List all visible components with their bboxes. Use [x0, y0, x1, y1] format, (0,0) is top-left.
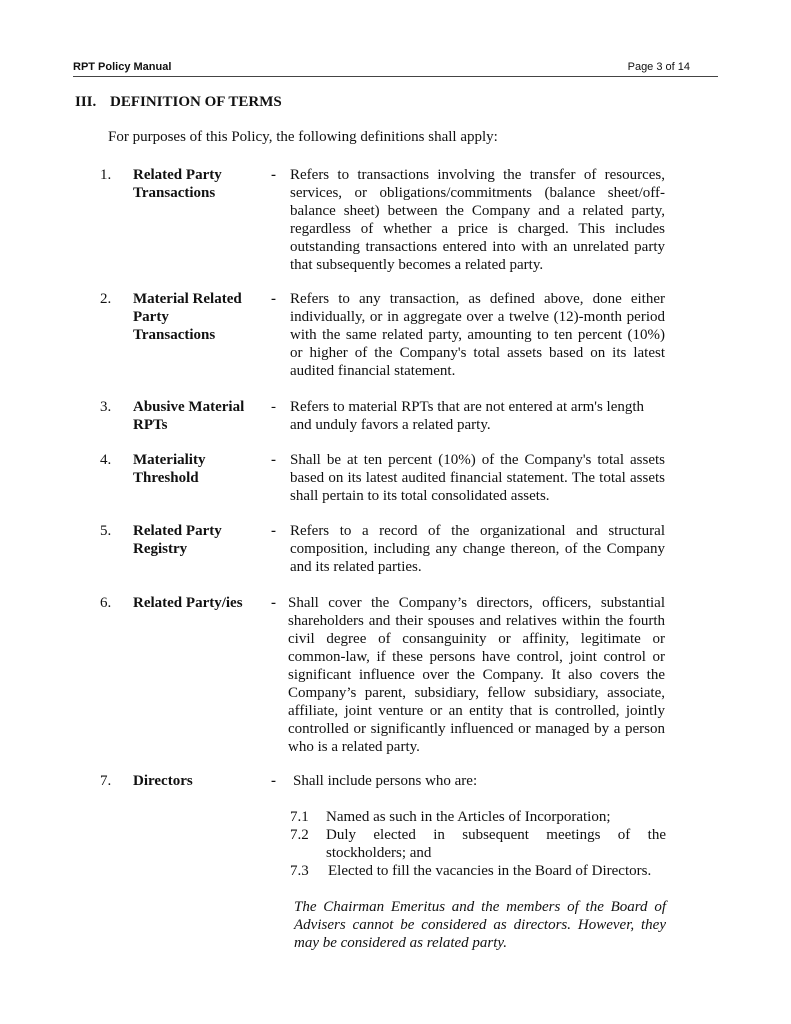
sub-item — [290, 862, 666, 880]
definition-number: 1. — [100, 167, 112, 183]
directors-note: The Chairman Emeritus and the members of the Board of Advisers cannot be considered as directors. However, they may be considered as related party. — [294, 899, 666, 951]
sub-item-text: Elected to fill the vacancies in the Board of Directors. — [328, 863, 652, 879]
sub-item-text: Named as such in the Articles of Incorporation; — [326, 809, 611, 825]
definition-number: 6. — [100, 595, 112, 611]
definition-number: 2. — [100, 291, 112, 307]
definition-number: 5. — [100, 523, 112, 539]
definition-dash: - — [271, 291, 276, 307]
definition-dash: - — [271, 167, 276, 183]
definition-number: 7. — [100, 773, 112, 789]
page-number: Page 3 of 14 — [627, 61, 690, 73]
section-number: III. — [75, 94, 97, 110]
definition-text: Refers to any transaction, as defined above, done either individually, or in aggregate over a twelve (12)-month period with the same related party, amounting to ten percent (10%) or higher of the Company's total assets based on its latest audited financial statement. — [290, 291, 665, 379]
definition-term: Related Party Transactions — [133, 167, 222, 201]
definition-dash: - — [271, 399, 276, 415]
definition-text: Shall be at ten percent (10%) of the Company's total assets based on its latest audited financial statement. The total assets shall pertain to its total consolidated assets. — [290, 452, 665, 504]
definition-term: Material Related Party Transactions — [133, 291, 242, 343]
section-heading — [75, 94, 282, 111]
page-header — [73, 60, 718, 77]
definition-dash: - — [271, 523, 276, 539]
definition-number: 4. — [100, 452, 112, 468]
definition-text: Shall cover the Company’s directors, officers, substantial shareholders and their spouses and relatives within the fourth civil degree of consanguinity or affinity, legitimate or common-law, if these persons have control, joint control or significant influence over the Company. It also covers the Company’s parent, subsidiary, fellow subsidiary, associate, affiliate, joint venture or an entity that is controlled, jointly controlled or significantly influenced or managed by a person who is a related party. — [288, 595, 665, 755]
sub-item — [290, 826, 666, 862]
definition-text: Refers to material RPTs that are not entered at arm's length and unduly favors a related party. — [290, 399, 645, 433]
document-title: RPT Policy Manual — [73, 61, 172, 73]
sub-item-text: Duly elected in subsequent meetings of the stockholders; and — [326, 827, 666, 861]
definition-text: Shall include persons who are: — [293, 773, 478, 789]
definition-dash: - — [271, 452, 276, 468]
definition-body — [290, 772, 666, 952]
sub-list — [290, 808, 666, 880]
definition-term: Abusive Material RPTs — [133, 399, 245, 433]
definition-dash: - — [271, 595, 276, 611]
definition-term: Materiality Threshold — [133, 452, 206, 486]
definition-text: Refers to a record of the organizational and structural composition, including any change thereon, of the Company and its related parties. — [290, 523, 665, 575]
definition-term: Related Party/ies — [133, 595, 243, 611]
definition-number: 3. — [100, 399, 112, 415]
definition-dash: - — [271, 773, 276, 789]
section-title: DEFINITION OF TERMS — [110, 94, 282, 110]
definition-term: Related Party Registry — [133, 523, 222, 557]
sub-item-number: 7.2 — [290, 827, 309, 843]
sub-item-number: 7.3 — [290, 863, 309, 879]
definition-text: Refers to transactions involving the transfer of resources, services, or obligations/commitments (balance sheet/off-balance sheet) between the Company and a related party, regardless of whether a price is charged. This includes outstanding transactions entered into with an unrelated party that subsequently becomes a related party. — [290, 167, 665, 273]
definition-term: Directors — [133, 773, 193, 789]
sub-item — [290, 808, 666, 826]
sub-item-number: 7.1 — [290, 809, 309, 825]
section-intro: For purposes of this Policy, the following definitions shall apply: — [108, 129, 498, 145]
